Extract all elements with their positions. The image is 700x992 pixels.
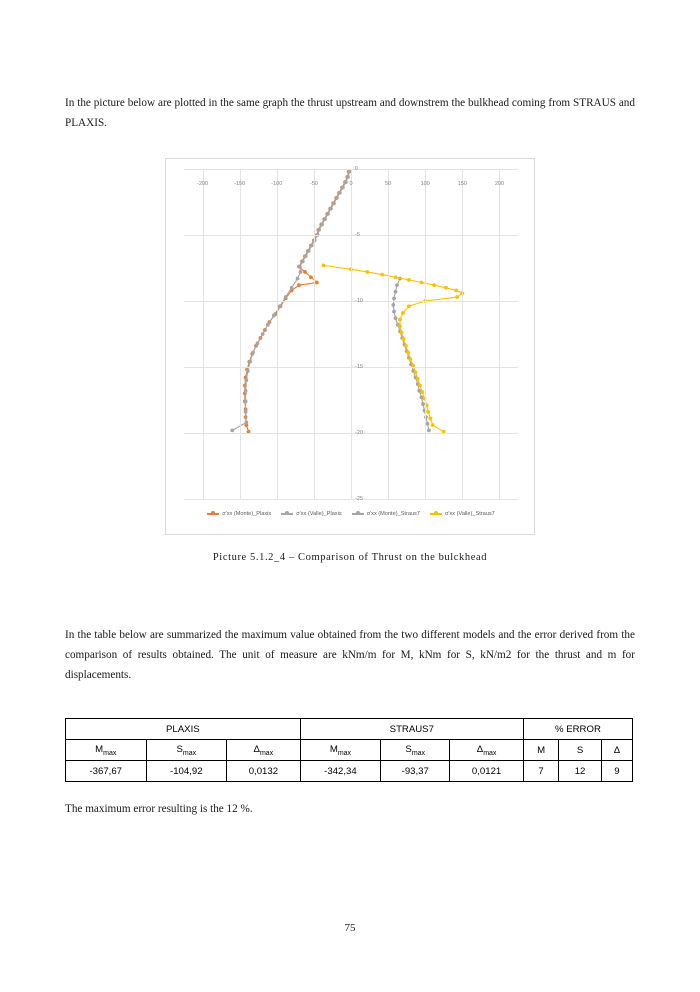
- legend-item: [430, 511, 495, 517]
- value-straus-delta: 0,0121: [450, 761, 524, 782]
- legend-label: σ'xx (Monte)_Plaxis: [222, 511, 272, 517]
- legend-swatch-icon: [430, 513, 442, 515]
- value-error-delta: 9: [601, 761, 632, 782]
- legend-label: σ'xx (Valle)_Straus7: [444, 511, 495, 517]
- legend-swatch-icon: [207, 513, 219, 515]
- header-straus-m: $M_{max}$: [300, 740, 381, 761]
- x-axis-tick-label: 0: [349, 181, 353, 187]
- gridline-vertical: [388, 169, 389, 499]
- gridline-vertical: [462, 169, 463, 499]
- x-axis-tick-label: 50: [385, 181, 392, 187]
- y-axis-tick-label: -20: [355, 430, 363, 436]
- value-straus-s: -93,37: [381, 761, 450, 782]
- y-axis-tick-label: -5: [355, 232, 360, 238]
- chart-series: [322, 263, 465, 433]
- legend-label: σ'xx (Valle)_Plaxis: [296, 511, 342, 517]
- table-values-row: [66, 761, 633, 782]
- header-error-m: M: [523, 740, 558, 761]
- gridline-horizontal: [184, 235, 518, 236]
- header-error-s: S: [559, 740, 602, 761]
- results-table: [65, 718, 633, 782]
- header-plaxis-delta: $\Delta_{max}$: [227, 740, 301, 761]
- y-axis-tick-label: -10: [355, 298, 363, 304]
- header-straus-delta: $\Delta_{max}$: [450, 740, 524, 761]
- value-error-s: 12: [559, 761, 602, 782]
- x-axis-tick-label: -200: [197, 181, 209, 187]
- gridline-horizontal: [184, 433, 518, 434]
- x-axis-tick-label: -100: [271, 181, 283, 187]
- gridline-horizontal: [184, 169, 518, 170]
- y-axis-tick-label: -15: [355, 364, 363, 370]
- page-number: 75: [344, 922, 356, 934]
- x-axis-tick-label: -150: [234, 181, 246, 187]
- intro-paragraph: In the picture below are plotted in the same graph the thrust upstream and downstrem the bulkhead coming from STRAUS and PLAXIS.: [65, 97, 635, 130]
- gridline-vertical: [277, 169, 278, 499]
- header-plaxis-s: $S_{max}$: [146, 740, 227, 761]
- legend-label: σ'xx (Monte)_Straus7: [366, 511, 420, 517]
- gridline-vertical: [499, 169, 500, 499]
- x-axis-tick-label: -50: [309, 181, 318, 187]
- legend-item: [352, 511, 420, 517]
- value-plaxis-s: -104,92: [146, 761, 227, 782]
- gridline-horizontal: [184, 367, 518, 368]
- y-axis-tick-label: 0: [355, 166, 359, 172]
- gridline-horizontal: [184, 301, 518, 302]
- table-group-header-row: [66, 719, 633, 740]
- chart-legend: [166, 511, 536, 517]
- gridline-vertical: [351, 169, 352, 499]
- table-subheader-row: [66, 740, 633, 761]
- gridline-horizontal: [184, 499, 518, 500]
- legend-item: [207, 511, 271, 517]
- x-axis-tick-label: 150: [457, 181, 467, 187]
- legend-swatch-icon: [281, 513, 293, 515]
- figure-caption: Picture 5.1.2_4 – Comparison of Thrust on the bulckhead: [212, 552, 488, 563]
- x-axis-tick-label: 100: [420, 181, 430, 187]
- value-straus-m: -342,34: [300, 761, 381, 782]
- value-plaxis-m: -367,67: [66, 761, 147, 782]
- group-header-plaxis: PLAXIS: [66, 719, 301, 740]
- group-header-error: % ERROR: [523, 719, 632, 740]
- legend-item: [281, 511, 341, 517]
- legend-swatch-icon: [352, 513, 364, 515]
- chart-plot-area: [184, 166, 518, 502]
- header-plaxis-m: $M_{max}$: [66, 740, 147, 761]
- y-axis-tick-label: -25: [355, 496, 363, 502]
- header-straus-s: $S_{max}$: [381, 740, 450, 761]
- value-error-m: 7: [523, 761, 558, 782]
- gridline-vertical: [425, 169, 426, 499]
- group-header-straus: STRAUS7: [300, 719, 523, 740]
- header-error-delta: Δ: [601, 740, 632, 761]
- x-axis-tick-label: 200: [494, 181, 505, 187]
- table-intro-paragraph: In the table below are summarized the maximum value obtained from the two different models and the error derived from the comparison of results obtained. The unit of measure are kNm/m for M, kNm for S, kN/m2 for the thrust and m for displacements.: [65, 629, 635, 682]
- gridline-vertical: [203, 169, 204, 499]
- gridline-vertical: [240, 169, 241, 499]
- gridline-vertical: [314, 169, 315, 499]
- value-plaxis-delta: 0,0132: [227, 761, 301, 782]
- conclusion-paragraph: The maximum error resulting is the 12 %.: [65, 803, 253, 816]
- thrust-comparison-chart: [165, 158, 535, 535]
